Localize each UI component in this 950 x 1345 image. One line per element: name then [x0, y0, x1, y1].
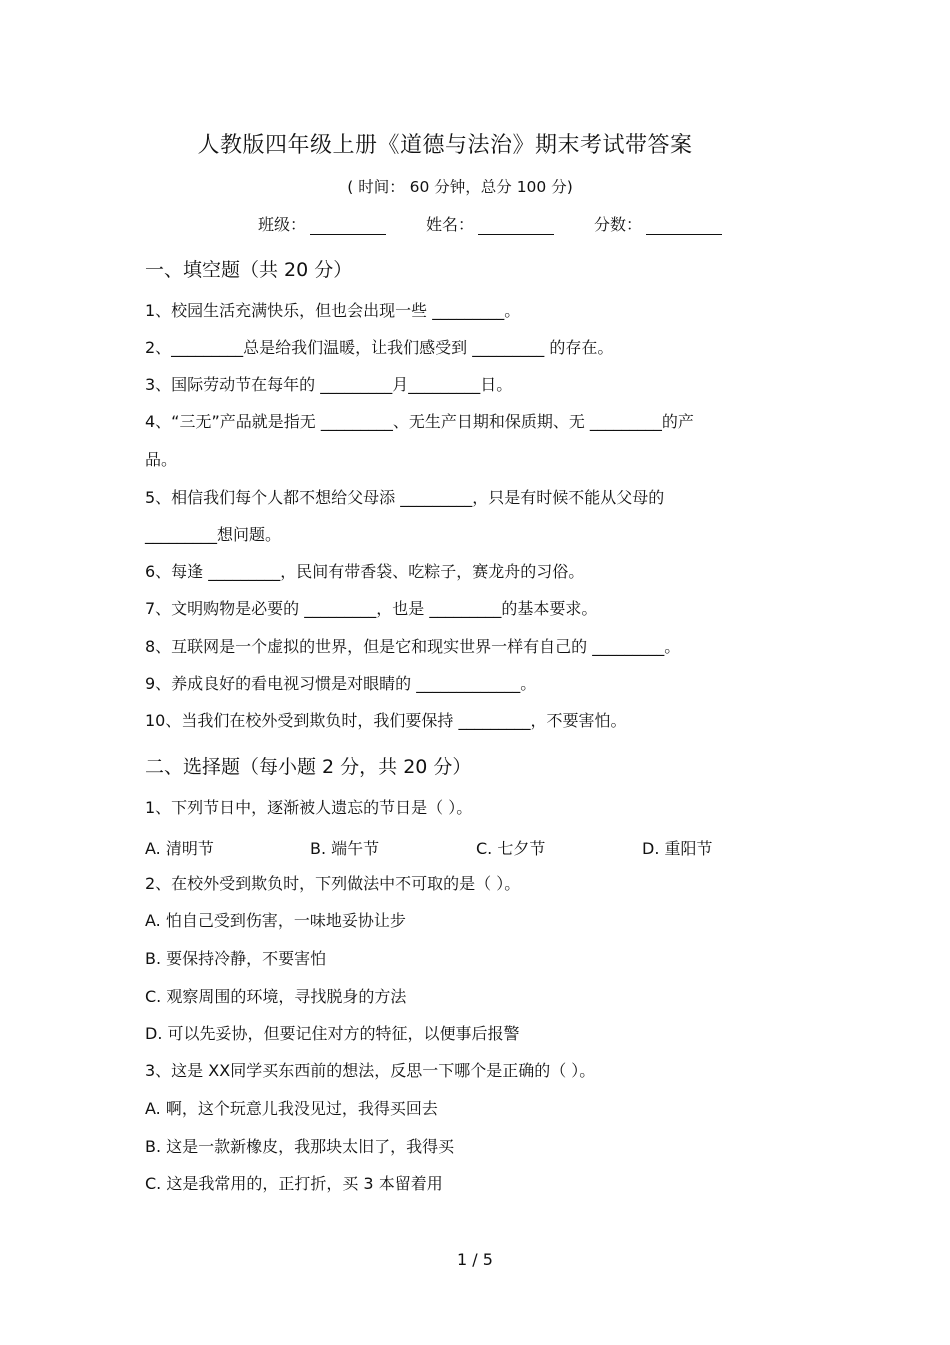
fill-question-4-cont: 品。: [145, 450, 178, 469]
class-label: 班级：: [258, 215, 307, 234]
student-info-row: [258, 212, 722, 235]
fill-question-10: 10、当我们在校外受到欺负时，我们要保持 _________，不要害怕。: [145, 711, 627, 730]
choice-q1-option-a: A. 清明节: [145, 839, 214, 858]
score-blank: [646, 216, 722, 235]
choice-question-2: 2、在校外受到欺负时，下列做法中不可取的是（ ）。: [145, 874, 521, 893]
name-blank: [478, 216, 554, 235]
choice-q3-option-b: B. 这是一款新橡皮，我那块太旧了，我得买: [145, 1137, 455, 1156]
score-field: [594, 212, 722, 235]
page-number: 1 / 5: [457, 1250, 493, 1269]
class-field: [258, 212, 386, 235]
fill-question-5-cont: _________想问题。: [145, 525, 282, 544]
choice-q2-option-d: D. 可以先妥协，但要记住对方的特征，以便事后报警: [145, 1024, 520, 1043]
section-heading-fill-in: 一、填空题（共 20 分）: [145, 259, 353, 281]
choice-q2-option-a: A. 怕自己受到伤害，一味地妥协让步: [145, 911, 406, 930]
choice-q1-option-d: D. 重阳节: [642, 839, 713, 858]
choice-question-1-options: [145, 836, 765, 858]
fill-question-6: 6、每逢 _________，民间有带香袋、吃粽子，赛龙舟的习俗。: [145, 562, 585, 581]
choice-q2-option-b: B. 要保持冷静，不要害怕: [145, 949, 327, 968]
choice-q1-option-c: C. 七夕节: [476, 839, 546, 858]
choice-q3-option-a: A. 啊，这个玩意儿我没见过，我得买回去: [145, 1099, 438, 1118]
fill-question-1: 1、校园生活充满快乐，但也会出现一些 _________。: [145, 301, 521, 320]
name-label: 姓名：: [426, 215, 475, 234]
choice-q1-option-b: B. 端午节: [310, 839, 380, 858]
section-heading-choice: 二、选择题（每小题 2 分，共 20 分）: [145, 756, 472, 778]
fill-question-9: 9、养成良好的看电视习惯是对眼睛的 _____________。: [145, 674, 537, 693]
document-title: 人教版四年级上册《道德与法治》期末考试带答案: [197, 133, 693, 158]
choice-q3-option-c: C. 这是我常用的，正打折，买 3 本留着用: [145, 1174, 443, 1193]
choice-q2-option-c: C. 观察周围的环境，寻找脱身的方法: [145, 987, 407, 1006]
fill-question-2: 2、_________总是给我们温暖，让我们感受到 _________ 的存在。: [145, 338, 614, 357]
fill-question-8: 8、互联网是一个虚拟的世界，但是它和现实世界一样有自己的 _________。: [145, 637, 681, 656]
name-field: [426, 212, 554, 235]
choice-question-1: 1、下列节日中，逐渐被人遗忘的节日是（ ）。: [145, 798, 473, 817]
exam-time-info: ( 时间： 60 分钟，总分 100 分): [347, 178, 573, 196]
choice-question-3: 3、这是 XX同学买东西前的想法，反思一下哪个是正确的（ ）。: [145, 1061, 596, 1080]
fill-question-5: 5、相信我们每个人都不想给父母添 _________，只是有时候不能从父母的: [145, 488, 665, 507]
class-blank: [310, 216, 386, 235]
score-label: 分数：: [594, 215, 643, 234]
fill-question-7: 7、文明购物是必要的 _________，也是 _________的基本要求。: [145, 599, 598, 618]
fill-question-3: 3、国际劳动节在每年的 _________月_________日。: [145, 375, 513, 394]
fill-question-4: 4、“三无”产品就是指无 _________、无生产日期和保质期、无 _________的产: [145, 412, 694, 431]
